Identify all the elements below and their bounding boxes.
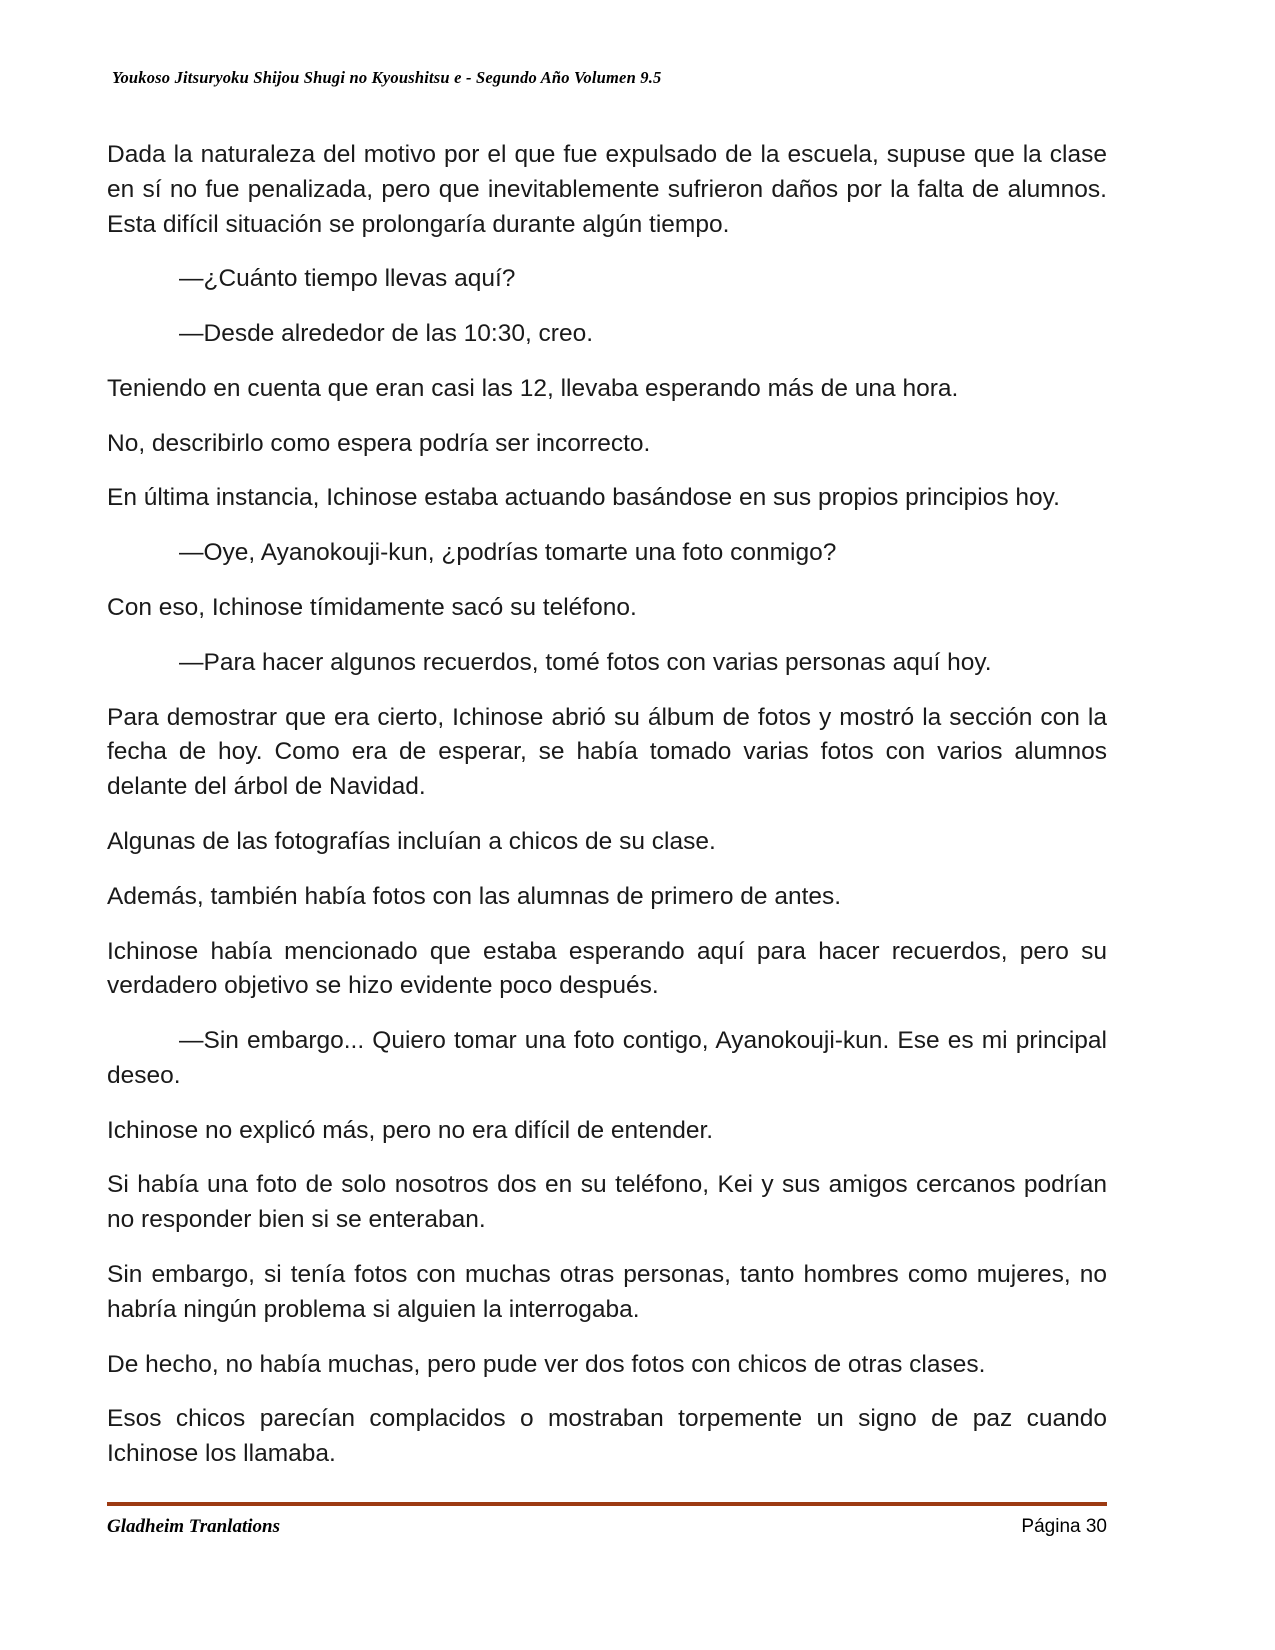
footer-divider [107,1502,1107,1506]
paragraph: De hecho, no había muchas, pero pude ver dos fotos con chicos de otras clases. [107,1350,986,1378]
paragraph: Algunas de las fotografías incluían a chicos de su clase. [107,827,716,855]
paragraph-dialog: —¿Cuánto tiempo llevas aquí? [179,265,516,293]
paragraph-dialog: —Desde alrededor de las 10:30, creo. [179,320,594,348]
paragraph: En última instancia, Ichinose estaba actuando basándose en sus propios principios hoy. [107,484,1060,512]
paragraph: Sin embargo, si tenía fotos con muchas otras personas, tanto hombres como mujeres, no habría ningún problema si alguien la interrogaba. [107,1260,1107,1323]
paragraph: Teniendo en cuenta que eran casi las 12, llevaba esperando más de una hora. [107,374,959,402]
paragraph-dialog: —Sin embargo... Quiero tomar una foto contigo, Ayanokouji-kun. Ese es mi principal deseo. [107,1027,1107,1089]
paragraph-dialog: —Oye, Ayanokouji-kun, ¿podrías tomarte una foto conmigo? [179,539,837,567]
paragraph: Para demostrar que era cierto, Ichinose abrió su álbum de fotos y mostró la sección con la fecha de hoy. Como era de esperar, se había tomado varias fotos con varios alumnos delante del árbol de Navidad. [107,703,1107,801]
paragraph: Esos chicos parecían complacidos o mostraban torpemente un signo de paz cuando Ichinose los llamaba. [107,1405,1107,1468]
paragraph: Si había una foto de solo nosotros dos en su teléfono, Kei y sus amigos cercanos podrían no responder bien si se enteraban. [107,1171,1107,1234]
paragraph: Ichinose había mencionado que estaba esperando aquí para hacer recuerdos, pero su verdadero objetivo se hizo evidente poco después. [107,937,1107,1000]
paragraph: Con eso, Ichinose tímidamente sacó su teléfono. [107,594,637,622]
page-number: Página 30 [1021,1516,1107,1537]
document-body [107,138,1107,1492]
page-header: Youkoso Jitsuryoku Shijou Shugi no Kyoushitsu e - Segundo Año Volumen 9.5 [112,68,662,87]
paragraph: Dada la naturaleza del motivo por el que fue expulsado de la escuela, supuse que la clase en sí no fue penalizada, pero que inevitablemente sufrieron daños por la falta de alumnos. Esta difícil situación se prolongaría durante algún tiempo. [107,141,1107,238]
paragraph: Además, también había fotos con las alumnas de primero de antes. [107,882,842,910]
page-footer [107,1516,1107,1538]
footer-credit: Gladheim Tranlations [107,1516,280,1537]
paragraph: No, describirlo como espera podría ser incorrecto. [107,429,651,457]
paragraph-dialog: —Para hacer algunos recuerdos, tomé fotos con varias personas aquí hoy. [179,648,992,676]
paragraph: Ichinose no explicó más, pero no era difícil de entender. [107,1116,714,1144]
